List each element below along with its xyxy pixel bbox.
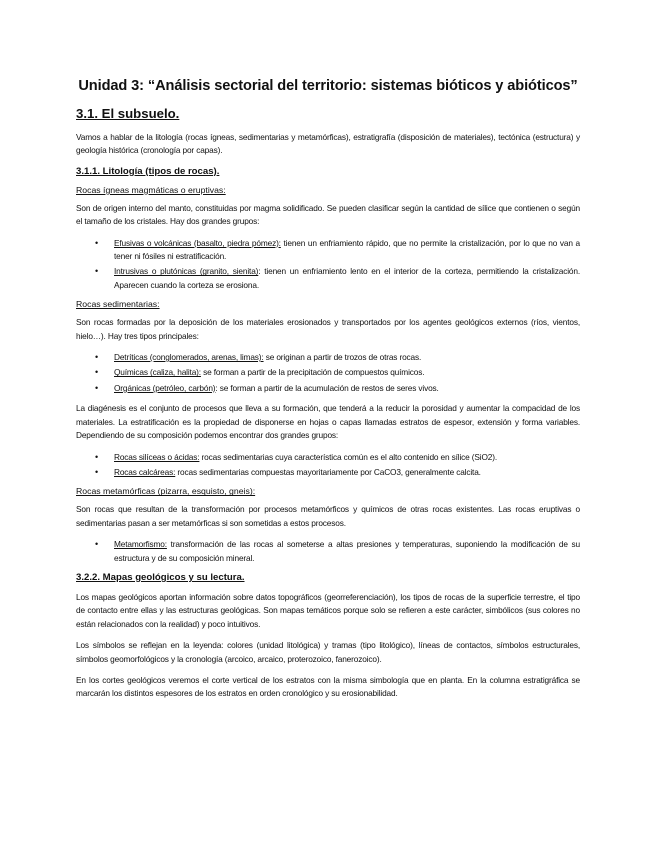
metamorficas-heading: Rocas metamórficas (pizarra, esquisto, gneis): xyxy=(76,486,256,497)
list-desc: se originan a partir de trozos de otras rocas. xyxy=(263,352,422,363)
document-title: Unidad 3: “Análisis sectorial del territorio: sistemas bióticos y abióticos” xyxy=(78,78,578,94)
list-desc: transformación de las rocas al someterse a altas presiones y temperaturas, suponiendo la modificación de su estructura y de su composición mineral. xyxy=(114,539,580,563)
igneas-heading: Rocas ígneas magmáticas o eruptivas: xyxy=(76,184,226,195)
mapas-paragraph-3: En los cortes geológicos veremos el corte vertical de los estratos con la misma simbología que en planta. En la columna estratigráfica se marcarán los distintos espesores de los estratos en orden cronológico y su erosionabilidad. xyxy=(76,674,580,699)
list-term: Metamorfismo: xyxy=(114,539,167,550)
igneas-list xyxy=(76,237,580,293)
list-item xyxy=(76,237,580,264)
list-desc: se forman a partir de la precipitación de compuestos químicos. xyxy=(200,367,425,378)
diagenesis-paragraph: La diagénesis es el conjunto de procesos que lleva a su formación, que tenderá a la reducir la porosidad y aumentar la compacidad de los materiales. La estratificación es la propiedad de disponerse en hojas o capas llamadas estratos de espesor, extensión y forma variables. Dependiendo de su composición podemos encontrar dos grandes grupos: xyxy=(76,403,580,441)
sedimentarias-list xyxy=(76,351,580,395)
list-term: Rocas calcáreas: xyxy=(114,466,176,477)
list-item xyxy=(76,366,580,379)
composicion-list xyxy=(76,451,580,480)
list-desc: rocas sedimentarias cuya característica común es el alto contenido en sílice (SiO2). xyxy=(199,451,498,462)
metamorficas-list xyxy=(76,538,580,565)
mapas-heading: 3.2.2. Mapas geológicos y su lectura. xyxy=(76,571,245,583)
list-item xyxy=(76,451,580,464)
list-term: Orgánicas (petróleo, carbón) xyxy=(114,382,216,393)
igneas-paragraph: Son de origen interno del manto, constituidas por magma solidificado. Se pueden clasificar según la cantidad de sílice que contienen o según el tamaño de los cristales. Hay dos grandes grupos: xyxy=(76,202,580,227)
list-desc: : tienen un enfriamiento lento en el interior de la corteza, permitiendo la cristalización. Aparecen cuando la corteza se erosiona. xyxy=(114,266,580,290)
list-item xyxy=(76,265,580,292)
list-term: Detríticas (conglomerados, arenas, limas): xyxy=(114,352,264,363)
list-term: Rocas silíceas o ácidas: xyxy=(114,451,200,462)
list-term: Intrusivas o plutónicas (granito, sienita) xyxy=(114,266,259,277)
list-item xyxy=(76,538,580,565)
metamorficas-paragraph: Son rocas que resultan de la transformación por procesos metamórficos y químicos de otras rocas existentes. Las rocas eruptivas o sedimentarias pasan a ser metamórficas si son sometidas a estos procesos. xyxy=(76,504,580,528)
litologia-heading: 3.1.1. Litología (tipos de rocas). xyxy=(76,165,220,177)
list-item xyxy=(76,466,580,479)
list-item xyxy=(76,382,580,395)
list-term: Químicas (caliza, halita): xyxy=(114,367,201,378)
list-desc: : se forman a partir de la acumulación de restos de seres vivos. xyxy=(215,382,439,393)
intro-paragraph: Vamos a hablar de la litología (rocas ígneas, sedimentarias y metamórficas), estratigrafía (disposición de materiales), tectónica (estructura) y geología histórica (cronología por capas). xyxy=(76,132,580,156)
sedimentarias-heading: Rocas sedimentarias: xyxy=(76,299,160,310)
list-term: Efusivas o volcánicas (basalto, piedra pómez): xyxy=(114,237,281,248)
list-desc: rocas sedimentarias compuestas mayoritariamente por CaCO3, generalmente calcita. xyxy=(175,466,481,477)
list-item xyxy=(76,351,580,364)
list-desc: tienen un enfriamiento rápido, que no permite la cristalización, por lo que no van a tener ni fósiles ni estratificación. xyxy=(114,237,580,262)
section-heading: 3.1. El subsuelo. xyxy=(76,106,180,121)
document-page xyxy=(76,78,580,709)
mapas-paragraph-1: Los mapas geológicos aportan información sobre datos topográficos (georreferenciación), los tipos de rocas de la superficie terrestre, el tipo de contacto entre ellas y las estructuras geológicas. Son mapas temáticos porque solo se refieren a este carácter, simbólicos (sus colores no están relacionados con la realidad) y poco intuitivos. xyxy=(76,591,580,629)
sedimentarias-paragraph: Son rocas formadas por la deposición de los materiales erosionados y transportados por los agentes geológicos externos (ríos, vientos, hielo…). Hay tres tipos principales: xyxy=(76,317,580,341)
mapas-paragraph-2: Los símbolos se reflejan en la leyenda: colores (unidad litológica) y tramas (tipo litológico), líneas de contactos, símbolos estructurales, símbolos geomorfológicos y la cronología (arcoico, arcaico, proterozoico, fanerozoico). xyxy=(76,640,580,664)
